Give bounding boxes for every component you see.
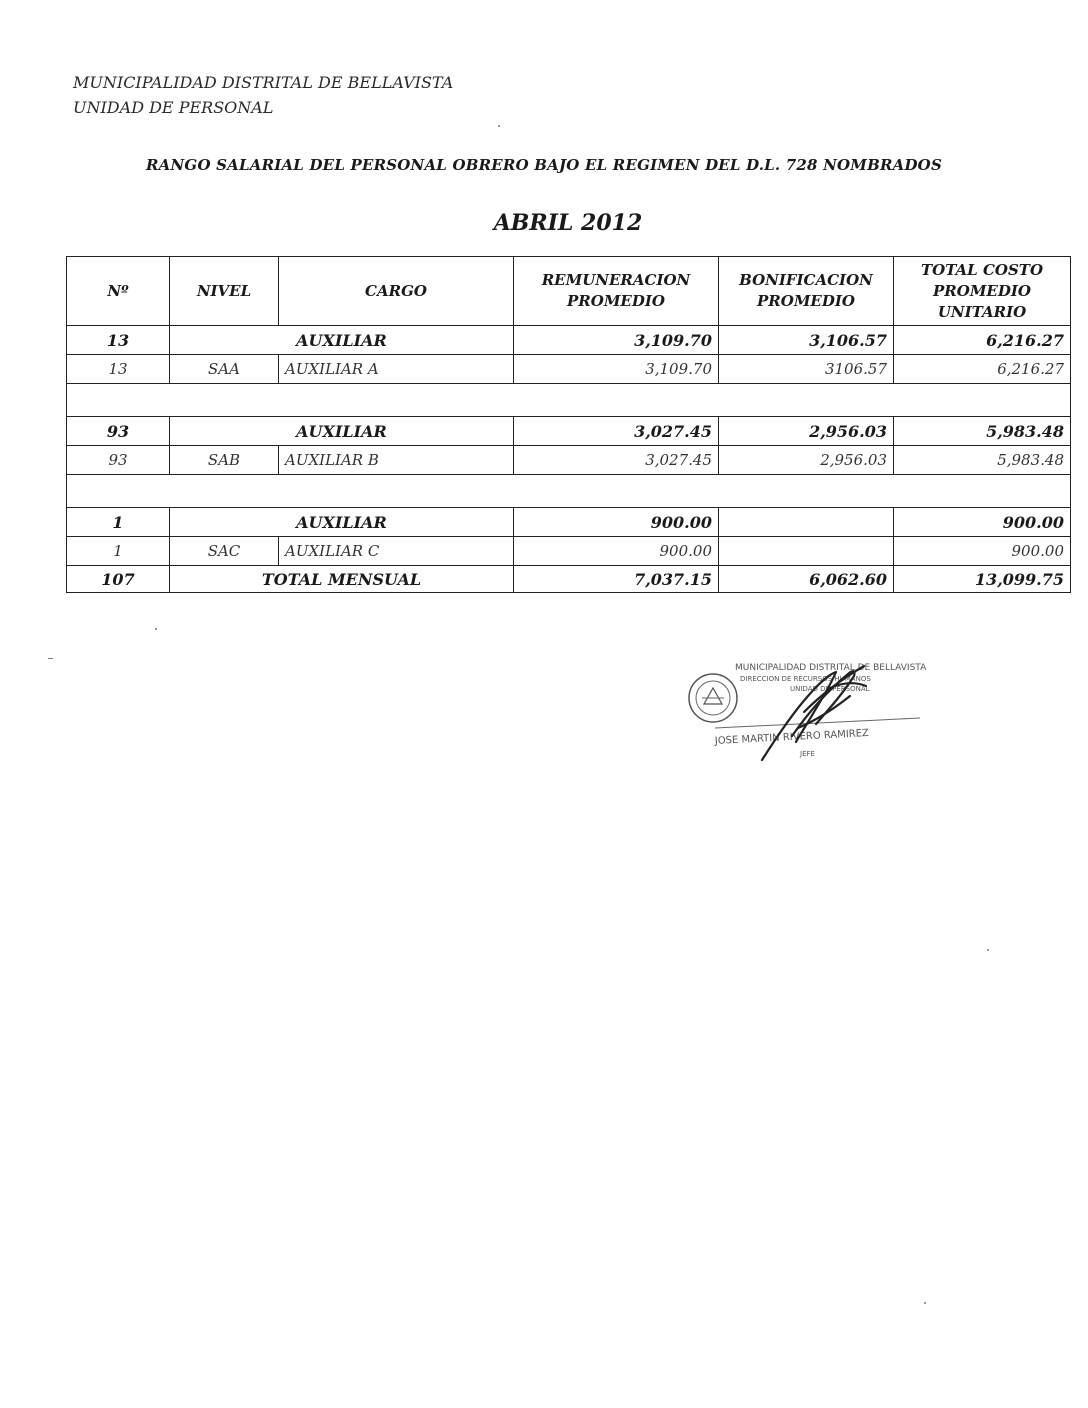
unit-name: UNIDAD DE PERSONAL <box>73 98 274 117</box>
detail-num: 1 <box>67 537 170 566</box>
detail-total: 5,983.48 <box>894 446 1071 475</box>
header-cargo: CARGO <box>279 257 514 326</box>
detail-nivel: SAA <box>170 355 279 384</box>
scan-speck <box>48 658 53 659</box>
summary-bonificacion <box>719 508 894 537</box>
scan-speck <box>498 125 500 127</box>
total-total: 13,099.75 <box>894 566 1071 593</box>
stamp-line-1: MUNICIPALIDAD DISTRITAL DE BELLAVISTA <box>735 663 927 673</box>
seal-icon <box>689 674 737 722</box>
group-summary-row <box>67 508 1071 537</box>
stamp-line-2: DIRECCION DE RECURSOS HUMANOS <box>740 675 871 683</box>
document-header <box>73 70 453 120</box>
summary-bonificacion: 2,956.03 <box>719 417 894 446</box>
total-num: 107 <box>67 566 170 593</box>
detail-remuneracion: 3,027.45 <box>514 446 719 475</box>
spacer-row <box>67 475 1071 508</box>
header-bonificacion: BONIFICACION PROMEDIO <box>719 257 894 326</box>
detail-bonificacion: 2,956.03 <box>719 446 894 475</box>
detail-remuneracion: 3,109.70 <box>514 355 719 384</box>
summary-num: 93 <box>67 417 170 446</box>
detail-row <box>67 446 1071 475</box>
summary-remuneracion: 3,027.45 <box>514 417 719 446</box>
summary-remuneracion: 900.00 <box>514 508 719 537</box>
detail-num: 13 <box>67 355 170 384</box>
scan-speck <box>924 1302 926 1304</box>
spacer-row <box>67 384 1071 417</box>
detail-row <box>67 355 1071 384</box>
total-remuneracion: 7,037.15 <box>514 566 719 593</box>
scan-speck <box>155 628 157 630</box>
detail-cargo: AUXILIAR B <box>279 446 514 475</box>
detail-cargo: AUXILIAR C <box>279 537 514 566</box>
period-title: ABRIL 2012 <box>493 210 643 236</box>
summary-cargo: AUXILIAR <box>170 417 514 446</box>
salary-table <box>66 256 1071 593</box>
detail-num: 93 <box>67 446 170 475</box>
signer-name: JOSE MARTIN RIVERO RAMIREZ <box>714 727 870 747</box>
detail-bonificacion: 3106.57 <box>719 355 894 384</box>
summary-total: 6,216.27 <box>894 326 1071 355</box>
stamp-line-3: UNIDAD DE PERSONAL <box>790 685 870 693</box>
summary-num: 1 <box>67 508 170 537</box>
total-row <box>67 566 1071 593</box>
summary-cargo: AUXILIAR <box>170 508 514 537</box>
header-total: TOTAL COSTO PROMEDIO UNITARIO <box>894 257 1071 326</box>
header-remuneracion: REMUNERACION PROMEDIO <box>514 257 719 326</box>
summary-num: 13 <box>67 326 170 355</box>
detail-row <box>67 537 1071 566</box>
summary-bonificacion: 3,106.57 <box>719 326 894 355</box>
header-num: Nº <box>67 257 170 326</box>
detail-total: 900.00 <box>894 537 1071 566</box>
detail-bonificacion <box>719 537 894 566</box>
summary-total: 900.00 <box>894 508 1071 537</box>
total-label: TOTAL MENSUAL <box>170 566 514 593</box>
total-bonificacion: 6,062.60 <box>719 566 894 593</box>
document-title: RANGO SALARIAL DEL PERSONAL OBRERO BAJO EL REGIMEN DEL D.L. 728 NOMBRADOS <box>146 156 942 174</box>
detail-nivel: SAC <box>170 537 279 566</box>
group-summary-row <box>67 417 1071 446</box>
detail-nivel: SAB <box>170 446 279 475</box>
institution-name: MUNICIPALIDAD DISTRITAL DE BELLAVISTA <box>73 73 454 92</box>
signer-role: JEFE <box>800 750 815 758</box>
header-nivel: NIVEL <box>170 257 279 326</box>
summary-total: 5,983.48 <box>894 417 1071 446</box>
detail-cargo: AUXILIAR A <box>279 355 514 384</box>
table-header-row <box>67 257 1071 326</box>
scan-speck <box>987 949 989 951</box>
official-stamp-signature <box>680 652 940 764</box>
detail-remuneracion: 900.00 <box>514 537 719 566</box>
detail-total: 6,216.27 <box>894 355 1071 384</box>
summary-remuneracion: 3,109.70 <box>514 326 719 355</box>
group-summary-row <box>67 326 1071 355</box>
summary-cargo: AUXILIAR <box>170 326 514 355</box>
